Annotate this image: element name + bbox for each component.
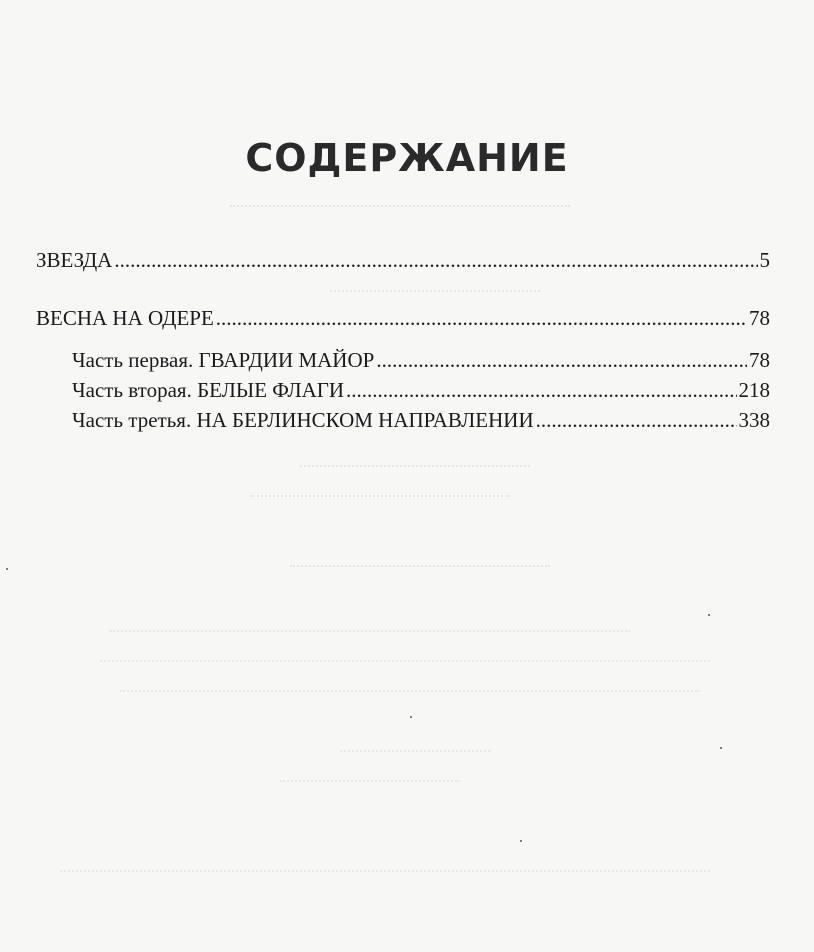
dot-leader	[346, 378, 736, 403]
show-through-smudge	[110, 630, 630, 642]
dot-leader	[114, 248, 757, 273]
toc-entry-page-number: 338	[738, 408, 770, 432]
dot-leader	[536, 408, 737, 433]
toc-entry-page-number: 78	[749, 348, 770, 372]
page-title: СОДЕРЖАНИЕ	[245, 136, 569, 180]
toc-entry-label: Часть вторая. БЕЛЫЕ ФЛАГИ	[72, 378, 345, 402]
show-through-smudge	[60, 870, 710, 882]
toc-entry-vesna-na-odere	[36, 306, 770, 331]
toc-entry-page-number: 5	[759, 248, 770, 272]
paper-speck	[520, 840, 522, 842]
show-through-smudge	[340, 750, 490, 762]
dot-leader	[376, 348, 747, 373]
toc-entry-label: ВЕСНА НА ОДЕРЕ	[36, 306, 214, 330]
toc-entry-label: Часть третья. НА БЕРЛИНСКОМ НАПРАВЛЕНИИ	[72, 408, 534, 432]
toc-subentry-part-one	[72, 348, 770, 373]
show-through-smudge	[330, 290, 540, 302]
toc-subentry-part-three	[72, 408, 770, 433]
show-through-smudge	[250, 495, 510, 507]
toc-entry-page-number: 78	[749, 306, 770, 330]
show-through-smudge	[300, 465, 530, 477]
toc-entry-zvezda	[36, 248, 770, 273]
show-through-smudge	[230, 205, 570, 217]
paper-speck	[6, 568, 8, 570]
toc-entry-label: ЗВЕЗДА	[36, 248, 113, 272]
paper-speck	[720, 747, 722, 749]
show-through-smudge	[290, 565, 550, 577]
paper-speck	[708, 614, 710, 616]
paper-speck	[410, 716, 412, 718]
toc-subentry-part-two	[72, 378, 770, 403]
toc-entry-page-number: 218	[738, 378, 770, 402]
show-through-smudge	[280, 780, 460, 792]
show-through-smudge	[100, 660, 710, 672]
dot-leader	[216, 306, 747, 331]
show-through-smudge	[120, 690, 700, 702]
toc-entry-label: Часть первая. ГВАРДИИ МАЙОР	[72, 348, 375, 372]
